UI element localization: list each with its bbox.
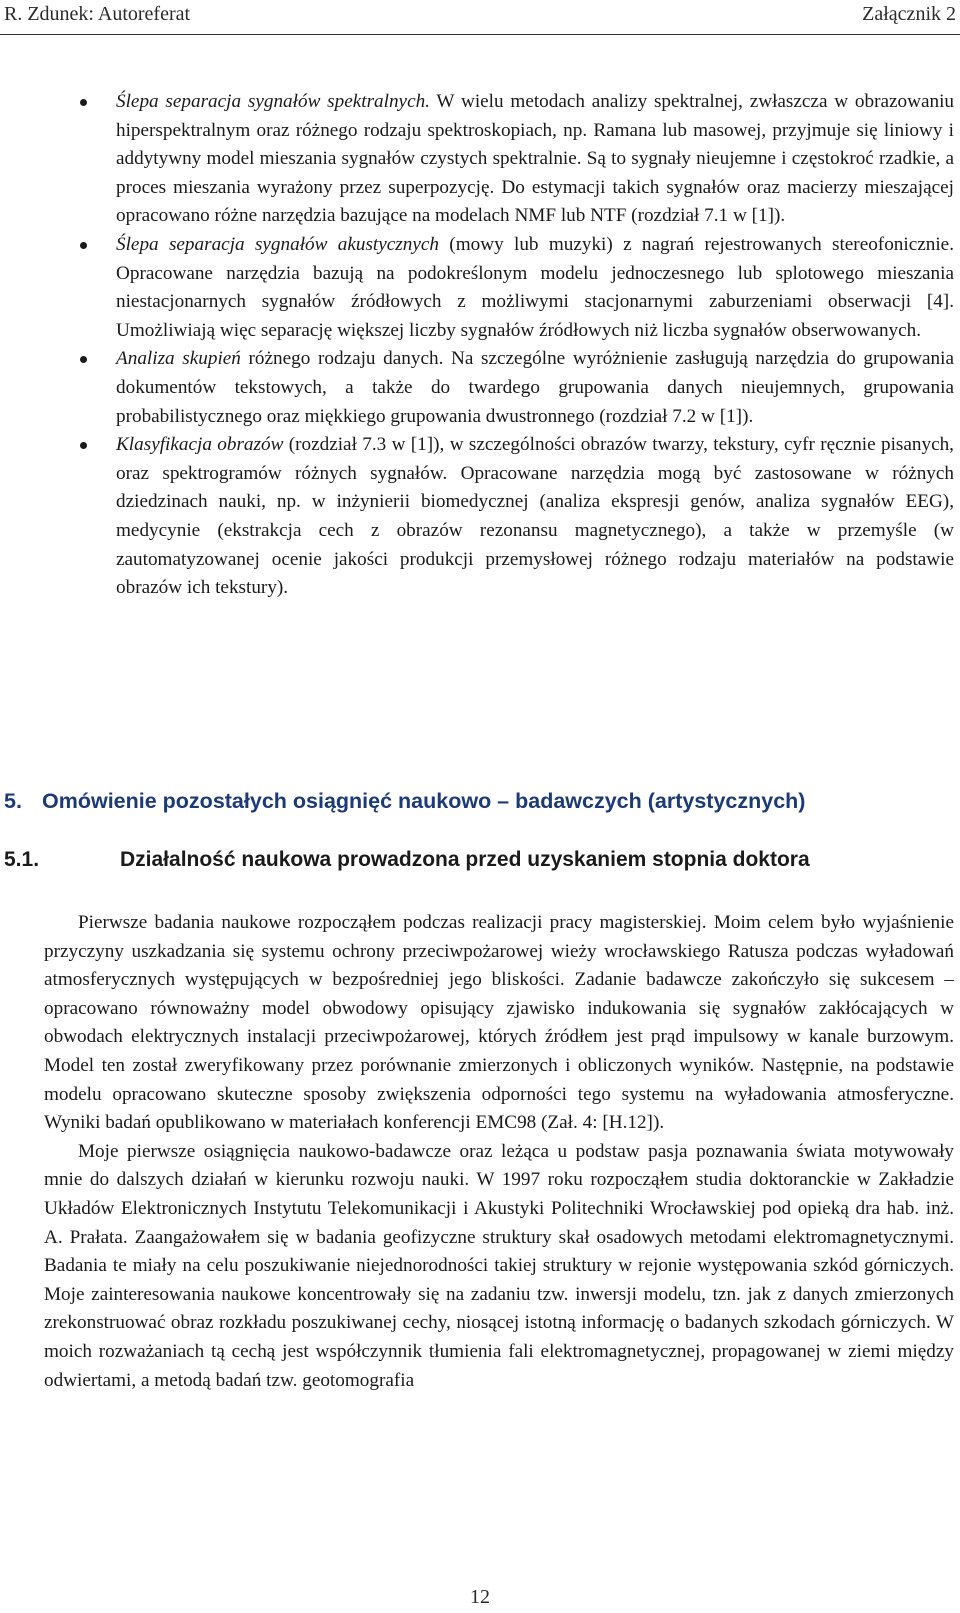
page-header (0, 0, 960, 35)
list-item-text: W wielu metodach analizy spektralnej, zwłaszcza w obrazowaniu hiperspektralnym oraz różnego rodzaju spektroskopiach, np. Ramana lub masowej, przyjmuje się liniowy i addytywny model mieszania sygnałów czystych spektralnie. Są to sygnały nieujemne i częstokroć rzadkie, a proces mieszania wyrażony przez superpozycję. Do estymacji takich sygnałów oraz macierzy mieszającej opracowano różne narzędzia bazujące na modelach NMF lub NTF (rozdział 7.1 w [1]). (116, 91, 954, 227)
paragraph: Pierwsze badania naukowe rozpocząłem podczas realizacji pracy magisterskiej. Moim celem było wyjaśnienie przyczyny uszkadzania się systemu ochrony przeciwpożarowej wieży wrocławskiego Ratusza podczas wyładowań atmosferycznych występujących w bezpośredniej jego bliskości. Zadanie badawcze zakończyło się sukcesem – opracowano równoważny model obwodowy opisujący zjawisko indukowania się sygnałów zakłócających w obwodach elektrycznych instalacji przeciwpożarowej, których źródłem jest prąd impulsowy w kanale burzowym. Model ten został zweryfikowany przez porównanie zmierzonych i obliczonych wyników. Następnie, na podstawie modelu opracowano skuteczne sposoby zwiększenia odporności tego systemu na wyładowania atmosferyczne. Wyniki badań opublikowano w materiałach konferencji EMC98 (Zał. 4: [H.12]). (44, 912, 954, 1134)
list-item (78, 345, 954, 431)
list-item-text: (rozdział 7.3 w [1]), w szczególności obrazów twarzy, tekstury, cyfr ręcznie pisanych, oraz spektrogramów różnych sygnałów. Opracowane narzędzia mogą być zastosowane w różnych dziedzinach nauki, np. w inżynierii biomedycznej (analiza ekspresji genów, analiza sygnałów EEG), medycynie (ekstrakcja cech z obrazów rezonansu magnetycznego), a także w przemyśle (w zautomatyzowanej ocenie jakości produkcji przemysłowej różnego rodzaju materiałów na podstawie obrazów ich tekstury). (116, 434, 954, 599)
list-item (78, 88, 954, 231)
bullet-icon (80, 442, 87, 449)
body-text (44, 909, 954, 1395)
page-number: 12 (470, 1586, 490, 1608)
list-item-text: różnego rodzaju danych. Na szczególne wyróżnienie zasługują narzędzia do grupowania dokumentów tekstowych, a także do twardego grupowania danych nieujemnych, grupowania probabilistycznego oraz miękkiego grupowania dwustronnego (rozdział 7.2 w [1]). (116, 348, 954, 427)
bullet-list (78, 88, 954, 603)
header-author-title: R. Zdunek: Autoreferat (4, 3, 191, 25)
bullet-icon (80, 356, 87, 363)
section-title: Omówienie pozostałych osiągnięć naukowo – badawczych (artystycznych) (42, 789, 806, 813)
list-item-lead: Ślepa separacja sygnałów akustycznych (116, 233, 439, 255)
bullet-icon (80, 99, 87, 106)
section-number: 5. (4, 789, 22, 813)
bullet-icon (80, 242, 87, 249)
subsection-number: 5.1. (4, 848, 40, 871)
header-attachment-label: Załącznik 2 (862, 3, 956, 25)
subsection-title: Działalność naukowa prowadzona przed uzyskaniem stopnia doktora (120, 848, 810, 871)
list-item-text: (mowy lub muzyki) z nagrań rejestrowanych stereofonicznie. Opracowane narzędzia bazują na podokreślonym modelu jednoczesnego lub splotowego mieszania niestacjonarnych sygnałów źródłowych z możliwymi stacjonarnymi zaburzeniami obserwacji [4]. Umożliwiają więc separację większej liczby sygnałów źródłowych niż liczba sygnałów obserwowanych. (116, 233, 954, 341)
paragraph: Moje pierwsze osiągnięcia naukowo-badawcze oraz leżąca u podstaw pasja poznawania świata motywowały mnie do dalszych działań w kierunku rozwoju nauki. W 1997 roku rozpocząłem studia doktoranckie w Zakładzie Układów Elektronicznych Instytutu Telekomunikacji i Akustyki Politechniki Wrocławskiej pod opieką dra hab. inż. A. Prałata. Zaangażowałem się w badania geofizyczne struktury skał osadowych metodami elektromagnetycznymi. Badania te miały na celu poszukiwanie niejednorodności takiej struktury w rejonie występowania szkód górniczych. Moje zainteresowania naukowe koncentrowały się na zadaniu tzw. inwersji modelu, tzn. jak z danych zmierzonych zrekonstruować obraz rozkładu poszukiwanej cechy, niosącej istotną informację o badanych szkodach górniczych. W moich rozważaniach tą cechą jest współczynnik tłumienia fali elektromagnetycznej, propagowanej w ziemi między odwiertami, a metodą badań tzw. geotomografia (44, 1140, 954, 1391)
list-item-lead: Klasyfikacja obrazów (116, 434, 284, 456)
list-item (78, 431, 954, 603)
list-item-lead: Analiza skupień (116, 348, 241, 370)
list-item-lead: Ślepa separacja sygnałów spektralnych. (116, 91, 430, 112)
subsection-heading (4, 848, 954, 872)
list-item (78, 231, 954, 345)
section-heading (4, 789, 954, 814)
